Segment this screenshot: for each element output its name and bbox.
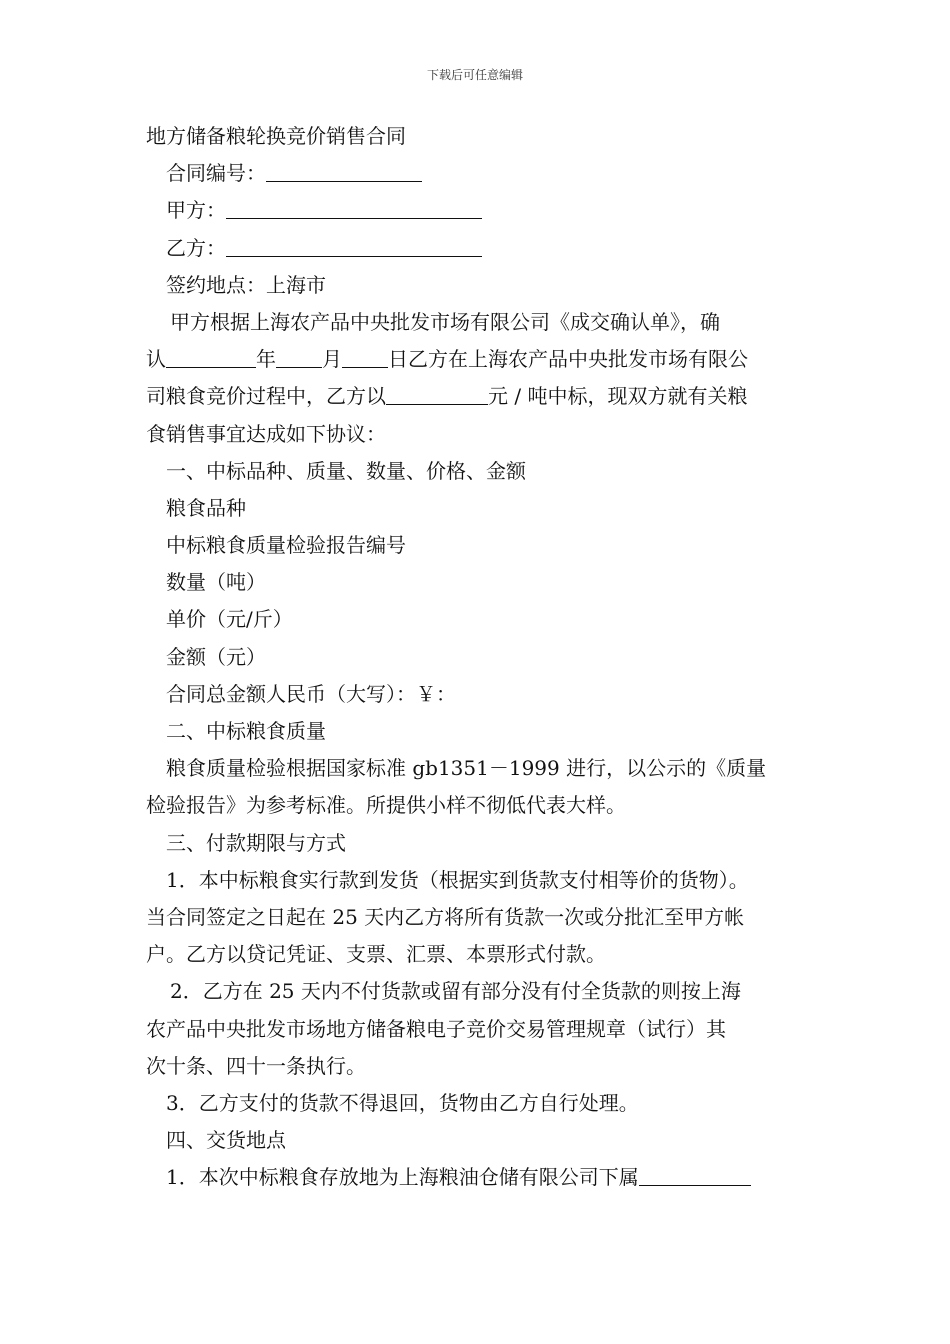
section-2-line-2: 检验报告》为参考标准。所提供小样不彻低代表大样。 [146,793,626,818]
intro-text: 元 / 吨中标，现双方就有关粮 [488,384,748,409]
warehouse-blank[interactable] [639,1161,751,1186]
contract-body [146,118,810,1196]
clause-3-2-line-1: 2．乙方在 25 天内不付货款或留有部分没有付全货款的则按上海 [170,979,741,1004]
party-b-row [146,230,810,267]
party-a-row [146,192,810,229]
sign-place: 签约地点：上海市 [166,272,326,297]
clause-4-1 [146,1159,810,1196]
total-amount: 合同总金额人民币（大写）：￥： [166,681,456,706]
item-grain-variety: 粮食品种 [166,495,246,520]
clause-4-1-text: 1．本次中标粮食存放地为上海粮油仓储有限公司下属 [166,1165,639,1190]
section-1-title: 一、中标品种、质量、数量、价格、金额 [166,458,526,483]
section-2-line-1: 粮食质量检验根据国家标准 gb1351－1999 进行，以公示的《质量 [166,756,767,781]
year-blank[interactable] [166,343,256,368]
party-a-blank[interactable] [226,194,482,219]
price-blank[interactable] [386,380,488,405]
section-2-title: 二、中标粮食质量 [166,719,326,743]
intro-text: 月 [322,347,342,372]
clause-3-2-line-2: 农产品中央批发市场地方储备粮电子竞价交易管理规章（试行）其 [146,1016,726,1041]
intro-text: 年 [256,347,276,372]
item-report-number: 中标粮食质量检验报告编号 [166,533,406,558]
intro-line-3 [146,378,810,415]
clause-3-3: 3．乙方支付的货款不得退回，货物由乙方自行处理。 [166,1090,639,1115]
party-a-label: 甲方： [166,198,226,223]
intro-line-2 [146,341,810,378]
intro-line-1: 甲方根据上海农产品中央批发市场有限公司《成交确认单》，确 [170,309,720,334]
clause-3-1-line-2: 当合同签定之日起在 25 天内乙方将所有货款一次或分批汇至甲方帐 [146,904,745,929]
page-header-note: 下载后可任意编辑 [426,68,523,82]
intro-text: 认 [146,347,166,372]
clause-3-2-line-3: 次十条、四十一条执行。 [146,1053,366,1078]
contract-number-row [146,155,810,192]
party-b-label: 乙方： [166,235,226,260]
section-3-title: 三、付款期限与方式 [166,830,346,855]
section-4-title: 四、交货地点 [166,1128,286,1153]
contract-number-blank[interactable] [266,157,422,182]
intro-text: 司粮食竞价过程中，乙方以 [146,384,386,409]
intro-text: 日乙方在上海农产品中央批发市场有限公 [388,347,748,372]
item-amount: 金额（元） [166,644,266,669]
intro-line-4: 食销售事宜达成如下协议： [146,421,386,446]
day-blank[interactable] [342,343,388,368]
contract-title: 地方储备粮轮换竞价销售合同 [146,124,406,148]
contract-number-label: 合同编号： [166,161,266,186]
clause-3-1-line-3: 户。乙方以贷记凭证、支票、汇票、本票形式付款。 [146,942,606,967]
month-blank[interactable] [276,343,322,368]
item-unit-price: 单价（元/斤） [166,607,293,632]
party-b-blank[interactable] [226,232,482,257]
clause-3-1-line-1: 1．本中标粮食实行款到发货（根据实到货款支付相等价的货物）。 [166,867,749,892]
item-quantity: 数量（吨） [166,570,266,595]
